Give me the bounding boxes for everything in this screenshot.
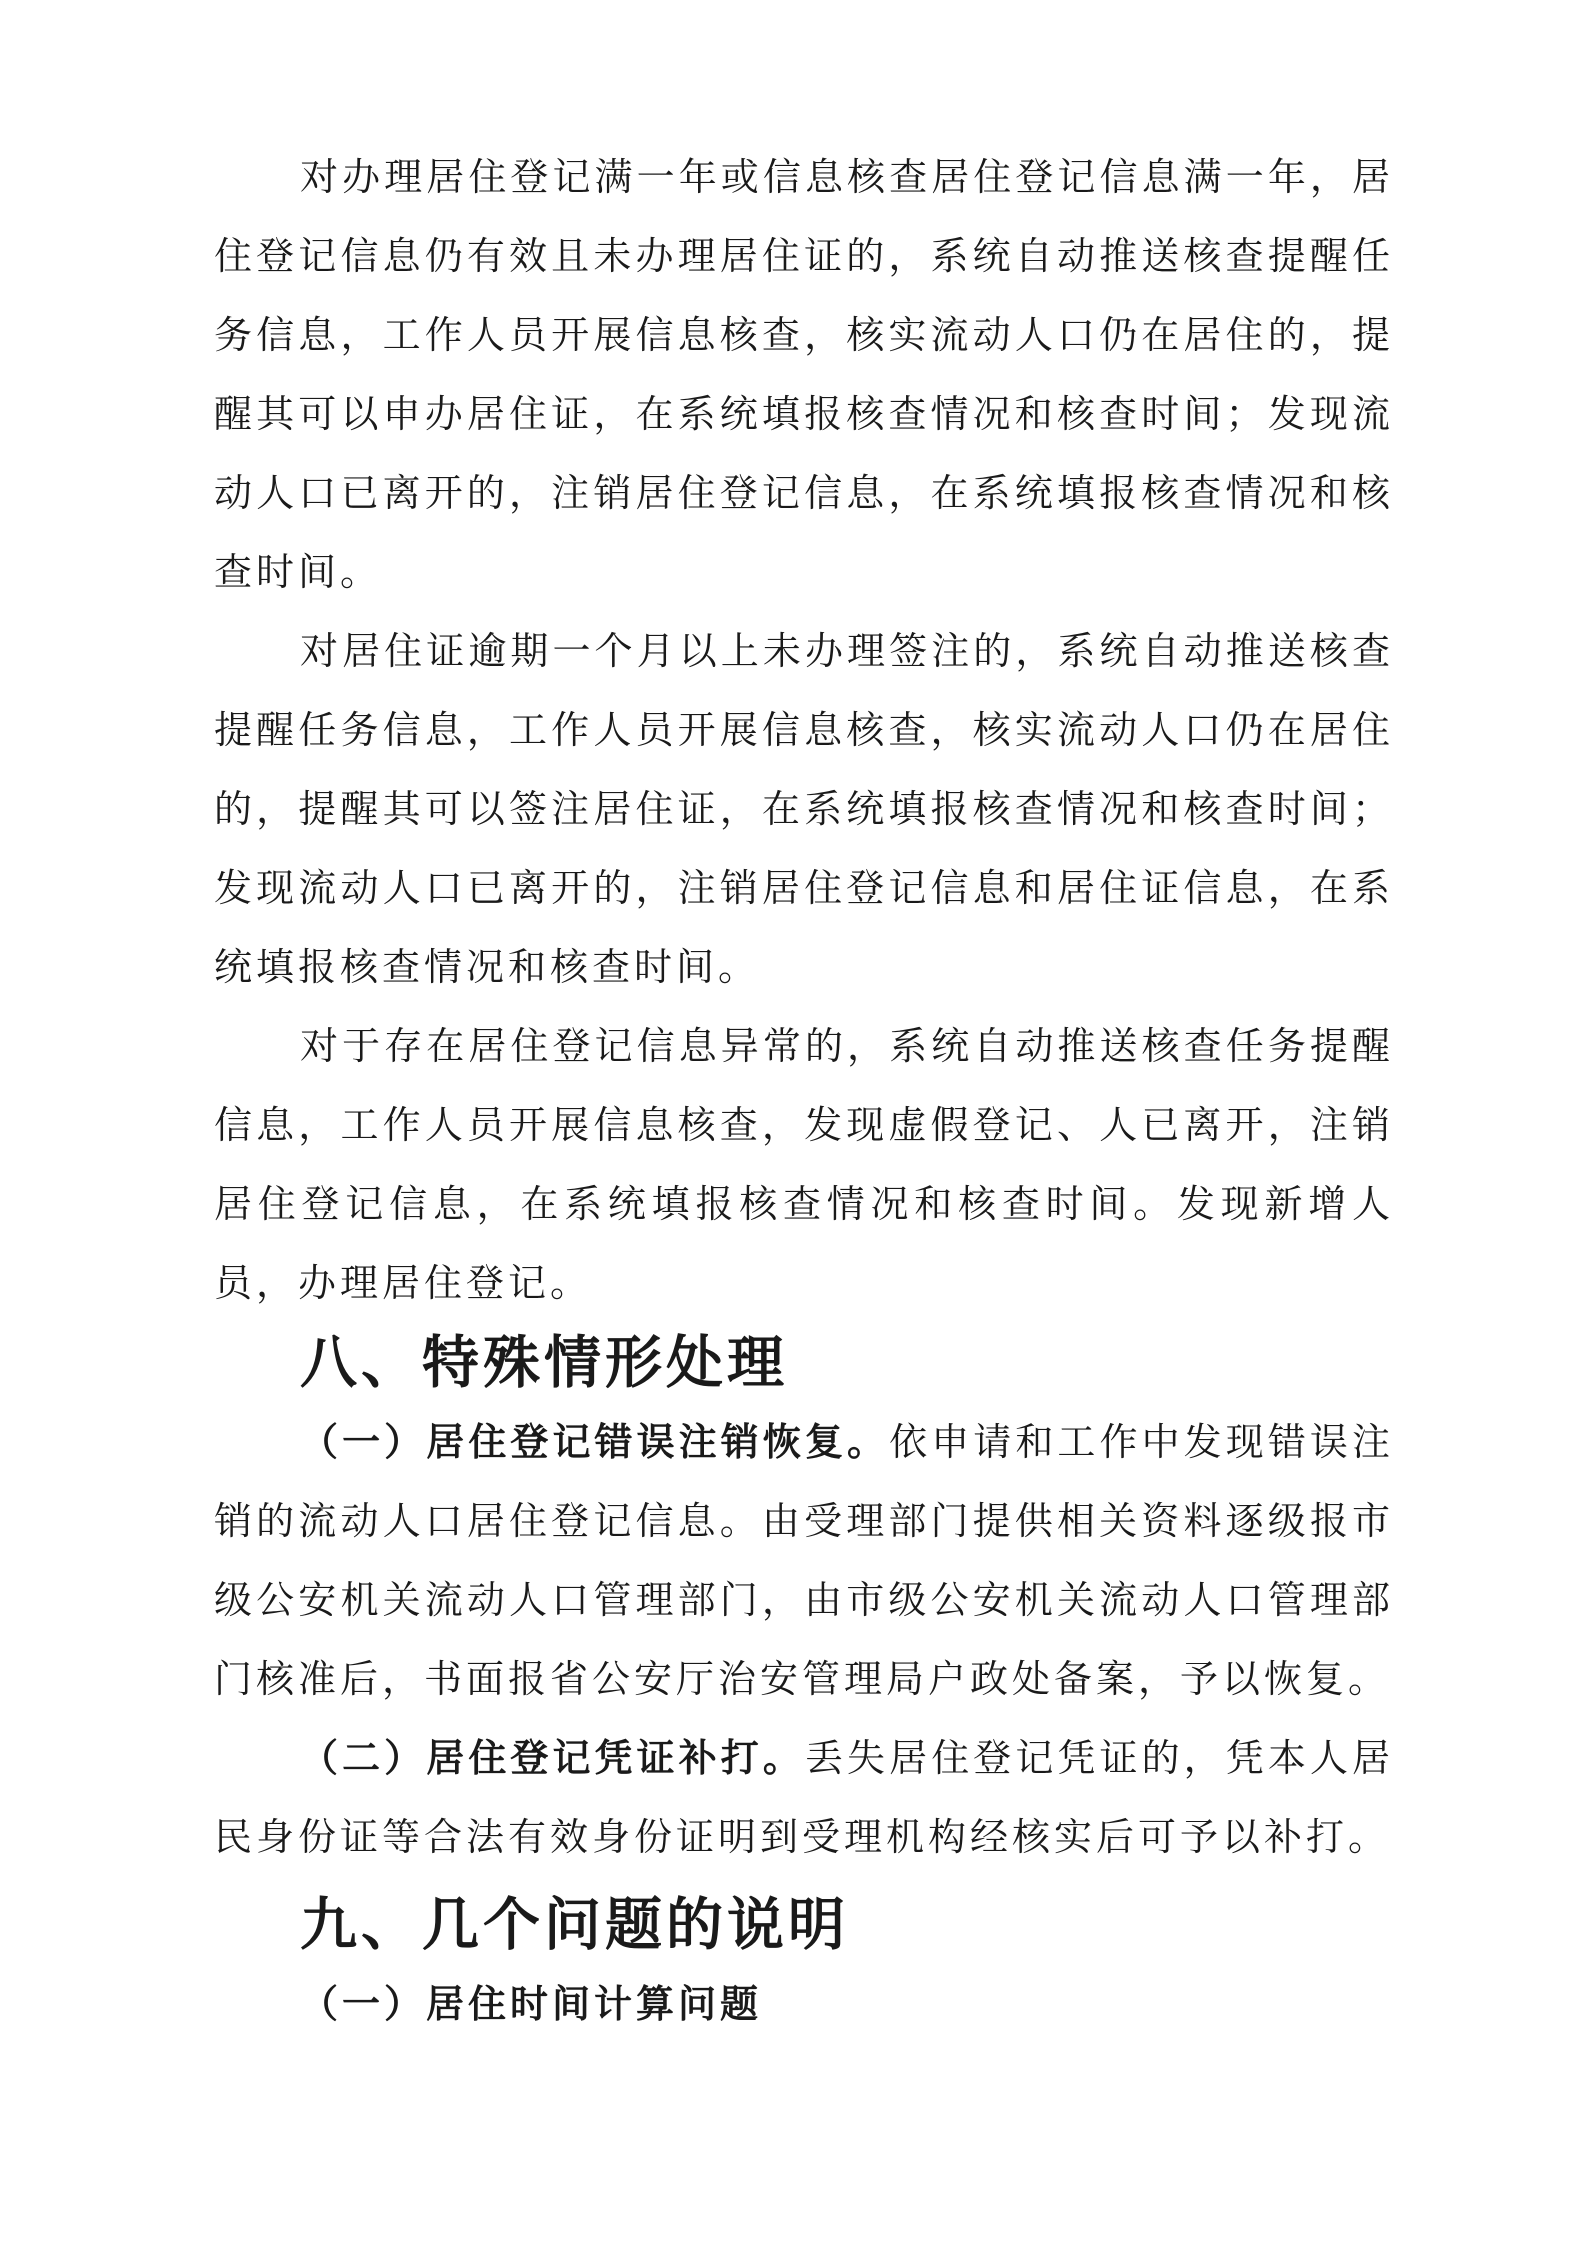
section-heading-special-cases: 八、特殊情形处理 xyxy=(300,1330,788,1396)
paragraph-residence-registration-check: 对办理居住登记满一年或信息核查居住登记信息满一年，居住登记信息仍有效且未办理居住证的，系统自动推送核查提醒任务信息，工作人员开展信息核查，核实流动人口仍在居住的，提醒其可以申办居住证，在系统填报核查情况和核查时间；发现流动人口已离开的，注销居住登记信息，在系统填报核查情况和核查时间。 xyxy=(214,155,1394,594)
item-body-certificate-reprint: 丢失居住登记凭证的，凭本人居民身份证等合法有效身份证明到受理机构经核实后可予以补打。 xyxy=(214,1736,1394,1859)
paragraph-erroneous-cancellation-recovery xyxy=(214,1403,1394,1719)
item-lead-certificate-reprint: （二）居住登记凭证补打。 xyxy=(300,1736,805,1780)
paragraph-residence-time-calculation xyxy=(214,1965,1394,2044)
paragraph-certificate-reprint xyxy=(214,1719,1394,1877)
paragraph-abnormal-registration: 对于存在居住登记信息异常的，系统自动推送核查任务提醒信息，工作人员开展信息核查，发现虚假登记、人已离开，注销居住登记信息，在系统填报核查情况和核查时间。发现新增人员，办理居住登记。 xyxy=(214,1024,1394,1305)
section-heading-explanations: 九、几个问题的说明 xyxy=(300,1892,849,1958)
item-body-erroneous-cancellation: 依申请和工作中发现错误注销的流动人口居住登记信息。由受理部门提供相关资料逐级报市级公安机关流动人口管理部门，由市级公安机关流动人口管理部门核准后，书面报省公安厅治安管理局户政处备案，予以恢复。 xyxy=(214,1420,1394,1701)
document-body xyxy=(214,138,1394,2044)
item-lead-erroneous-cancellation: （一）居住登记错误注销恢复。 xyxy=(300,1420,890,1464)
paragraph-residence-permit-overdue: 对居住证逾期一个月以上未办理签注的，系统自动推送核查提醒任务信息，工作人员开展信息核查，核实流动人口仍在居住的，提醒其可以签注居住证，在系统填报核查情况和核查时间；发现流动人口已离开的，注销居住登记信息和居住证信息，在系统填报核查情况和核查时间。 xyxy=(214,629,1394,989)
item-lead-residence-time: （一）居住时间计算问题 xyxy=(300,1982,763,2026)
